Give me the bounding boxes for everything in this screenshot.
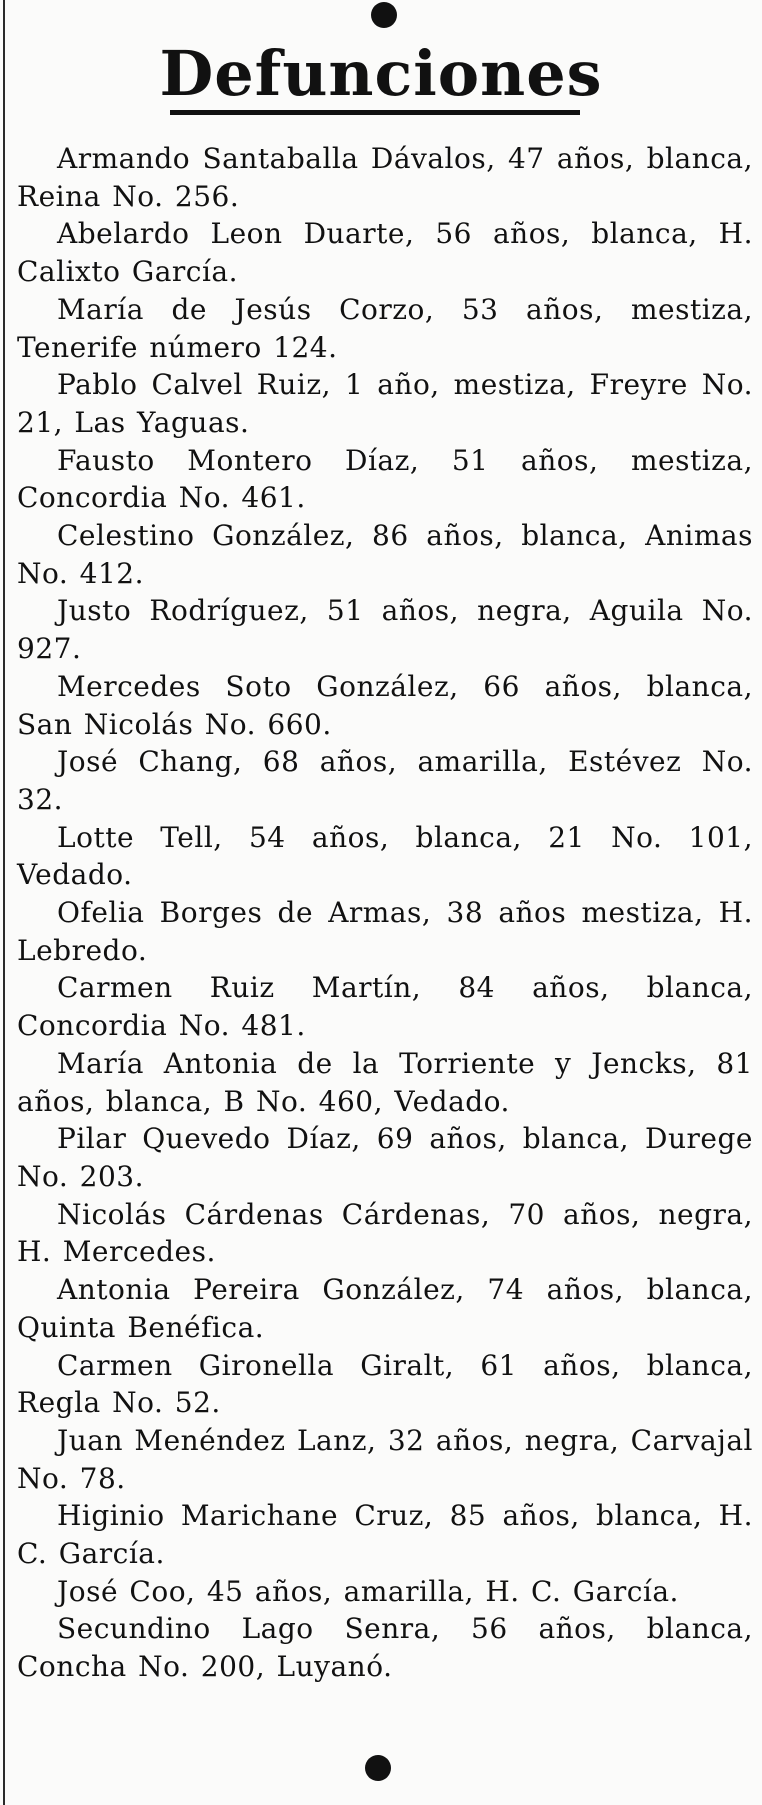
obituary-entry: Higinio Marichane Cruz, 85 años, blanca, H. C. García.	[17, 1499, 753, 1571]
obituary-entry: José Coo, 45 años, amarilla, H. C. García.	[57, 1574, 679, 1608]
obituary-entry: Ofelia Borges de Armas, 38 años mestiza, H. Lebredo.	[17, 896, 753, 967]
obituary-entry: José Chang, 68 años, amarilla, Estévez No. 32.	[17, 745, 753, 816]
obituary-entry: Juan Menéndez Lanz, 32 años, negra, Carvajal No. 78.	[17, 1423, 753, 1495]
obituary-entry: Nicolás Cárdenas Cárdenas, 70 años, negra, H. Mercedes.	[17, 1197, 753, 1269]
ornament-dot-top	[371, 2, 397, 28]
obituary-entry: Abelardo Leon Duarte, 56 años, blanca, H. Calixto García.	[17, 217, 753, 289]
obituary-entry: Pablo Calvel Ruiz, 1 año, mestiza, Freyre No. 21, Las Yaguas.	[17, 368, 753, 439]
column-rule	[3, 0, 5, 1805]
obituary-entry: Justo Rodríguez, 51 años, negra, Aguila No. 927.	[17, 594, 753, 666]
obituary-entry: María Antonia de la Torriente y Jencks, 81 años, blanca, B No. 460, Vedado.	[17, 1046, 753, 1118]
obituary-entry: Antonia Pereira González, 74 años, blanca, Quinta Benéfica.	[17, 1273, 753, 1344]
obituary-entry: Carmen Gironella Giralt, 61 años, blanca, Regla No. 52.	[17, 1348, 753, 1420]
title-underline	[170, 110, 580, 115]
obituary-list	[17, 140, 753, 1686]
obituary-entry: Celestino González, 86 años, blanca, Animas No. 412.	[17, 519, 753, 590]
obituary-entry: Mercedes Soto González, 66 años, blanca, San Nicolás No. 660.	[17, 669, 753, 741]
obituary-entry: María de Jesús Corzo, 53 años, mestiza, Tenerife número 124.	[17, 292, 753, 364]
obituary-entry: Secundino Lago Senra, 56 años, blanca, Concha No. 200, Luyanó.	[17, 1612, 753, 1684]
obituary-entry: Armando Santaballa Dávalos, 47 años, blanca, Reina No. 256.	[17, 142, 753, 213]
section-title: Defunciones	[159, 37, 603, 110]
ornament-dot-bottom	[365, 1755, 391, 1781]
obituary-entry: Carmen Ruiz Martín, 84 años, blanca, Concordia No. 481.	[17, 971, 753, 1043]
obituary-entry: Fausto Montero Díaz, 51 años, mestiza, Concordia No. 461.	[17, 443, 753, 515]
obituary-entry: Pilar Quevedo Díaz, 69 años, blanca, Durege No. 203.	[17, 1122, 753, 1193]
obituary-entry: Lotte Tell, 54 años, blanca, 21 No. 101, Vedado.	[17, 820, 753, 892]
